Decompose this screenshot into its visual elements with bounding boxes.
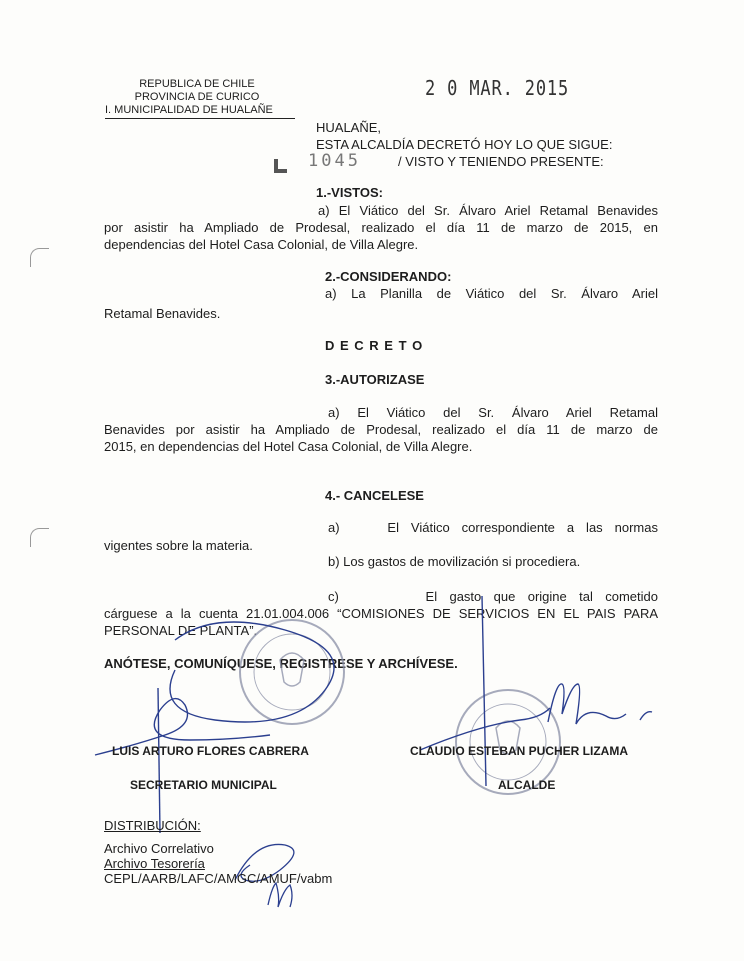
- considerando-heading: 2.-CONSIDERANDO:: [325, 269, 452, 284]
- punch-hole-mark: [30, 248, 49, 267]
- vistos-heading: 1.-VISTOS:: [316, 185, 383, 200]
- distribucion-item-2: Archivo Tesorería: [104, 856, 205, 871]
- considerando-a-rest: Retamal Benavides.: [104, 306, 221, 321]
- vistos-a-first: a) El Viático del Sr. Álvaro Ariel Retamal Benavides: [318, 203, 658, 218]
- autorizase-a-first: a) El Viático del Sr. Álvaro Ariel Retamal: [328, 405, 658, 420]
- vistos-a-rest1: por asistir ha Ampliado de Prodesal, realizado el día 11 de marzo de 2015, en: [104, 220, 658, 235]
- cancelese-c-first: c) El gasto que origine tal cometido: [328, 589, 658, 604]
- right-signer-title: ALCALDE: [498, 778, 556, 792]
- distribucion-item-3: CEPL/AARB/LAFC/AMGC/AMUF/vabm: [104, 871, 333, 886]
- decree-number: 1045: [308, 151, 361, 171]
- considerando-a-first: a) La Planilla de Viático del Sr. Álvaro Ariel: [325, 286, 658, 301]
- decreto-heading: D E C R E T O: [325, 338, 424, 353]
- vistos-a-rest2: dependencias del Hotel Casa Colonial, de Villa Alegre.: [104, 237, 419, 252]
- cancelese-b: b) Los gastos de movilización si procediera.: [328, 554, 581, 569]
- header-municipalidad: I. MUNICIPALIDAD DE HUALAÑE: [105, 104, 295, 119]
- header-republica: REPUBLICA DE CHILE: [139, 78, 255, 90]
- left-signature-icon: [95, 622, 334, 833]
- cancelese-a-rest: vigentes sobre la materia.: [104, 538, 253, 553]
- header-provincia: PROVINCIA DE CURICO: [134, 91, 260, 103]
- left-signer-title: SECRETARIO MUNICIPAL: [130, 778, 277, 792]
- distribucion-item-1: Archivo Correlativo: [104, 841, 214, 856]
- autorizase-a-rest1: Benavides por asistir ha Ampliado de Prodesal, realizado el día 11 de marzo de: [104, 422, 658, 437]
- left-signer-name: LUIS ARTURO FLORES CABRERA: [112, 744, 309, 758]
- autorizase-a-rest2: 2015, en dependencias del Hotel Casa Colonial, de Villa Alegre.: [104, 439, 473, 454]
- cancelese-heading: 4.- CANCELESE: [325, 488, 424, 503]
- left-seal-icon: [240, 620, 344, 724]
- date-stamp: 2 0 MAR. 2015: [425, 76, 570, 100]
- decree-line: ESTA ALCALDÍA DECRETÓ HOY LO QUE SIGUE:: [316, 137, 613, 152]
- visto-line: / VISTO Y TENIENDO PRESENTE:: [398, 154, 604, 169]
- closing-line: ANÓTESE, COMUNÍQUESE, REGISTRESE Y ARCHÍVESE.: [104, 656, 458, 671]
- place-line: HUALAÑE,: [316, 120, 382, 135]
- right-signer-name: CLAUDIO ESTEBAN PUCHER LIZAMA: [410, 744, 628, 758]
- cancelese-c-rest2: PERSONAL DE PLANTA”.: [104, 623, 258, 638]
- distribucion-heading: DISTRIBUCIÓN:: [104, 818, 201, 833]
- punch-hole-mark: [30, 528, 49, 547]
- autorizase-heading: 3.-AUTORIZASE: [325, 372, 425, 387]
- cancelese-c-rest1: cárguese a la cuenta 21.01.004.006 “COMISIONES DE SERVICIOS EN EL PAIS PARA: [104, 606, 658, 621]
- cancelese-a-first: a) El Viático correspondiente a las normas: [328, 520, 658, 535]
